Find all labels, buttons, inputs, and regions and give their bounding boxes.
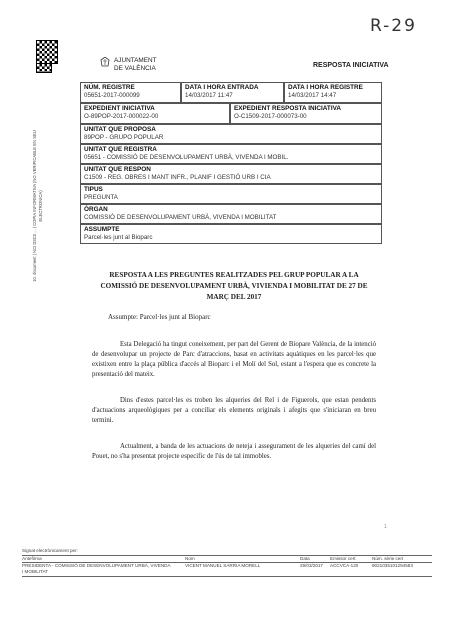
organ-box — [80, 204, 382, 224]
col-emissor: Emissor cert — [330, 556, 356, 561]
unit-reg-value: 05651 - COMISSIÓ DE DESENVOLUPAMENT URBÀ, VIVENDA I MOBIL. — [84, 154, 289, 161]
register-box — [284, 82, 382, 103]
city-logo — [100, 57, 156, 73]
reg-num-value: 05651-2017-000099 — [84, 92, 140, 99]
logo-line1: AJUNTAMENT — [114, 57, 157, 64]
body-paragraph: Dins d'estes parcel·les es troben les alqueries del Rel i de Figuerols, que estan pendents d'actuacions arqueològiques per a conciliar els elements originals i afegits que s'iniciaran en breu termini. — [92, 397, 376, 424]
unit-prop-value: 89POP - GRUPO POPULAR — [84, 134, 164, 141]
exp-resp-box — [230, 103, 382, 124]
unit-resp-box — [80, 164, 382, 184]
entry-value: 14/03/2017 11:47 — [185, 92, 233, 99]
signed-by-label: Signat electrònicament per: — [22, 548, 78, 553]
subject-line: Assumpte: Parcel·les junt al Bioparc — [108, 313, 211, 321]
assumpte-box — [80, 224, 382, 244]
footer-divider — [22, 555, 432, 556]
row-anteferma: PRESIDENTA - COMISSIÓ DE DESENVOLUPAMENT URBÀ, VIVENDA I MOBILITAT — [22, 563, 171, 574]
reg-num-box — [80, 82, 181, 103]
handwritten-reference: R-29 — [370, 16, 417, 36]
crown-shield-icon — [100, 57, 110, 67]
reg-num-label: NÚM. REGISTRE — [84, 84, 135, 91]
entry-label: DATA I HORA ENTRADA — [185, 84, 259, 91]
unit-resp-value: C1509 - REG. OBRES I MANT INFR., PLANIF I GESTIÓ URB I CIA — [84, 174, 271, 181]
unit-prop-box — [80, 124, 382, 144]
row-nom: VICENT MANUEL SARRIA MORELL — [185, 563, 261, 568]
logo-line2: DE VALÈNCIA — [114, 65, 156, 72]
body-paragraph: Actualment, a banda de les actuacions de neteja i assegurament de les alqueries del camí del Pouet, no s'ha presentat projecte específic de l'ús de tal immobles. — [92, 443, 376, 460]
response-heading: RESPOSTA A LES PREGUNTES REALITZADES PEL GRUP POPULAR A LA COMISSIÓ DE DESENVOLUPAMENT URBÀ, VIVIENDA I MOBILITAT DE 27 DE MARÇ DEL 2017 — [100, 271, 368, 301]
row-serie: 9021035101294583 — [372, 563, 413, 568]
tipus-label: TIPUS — [84, 186, 103, 193]
exp-resp-label: EXPEDIENT RESPOSTA INICIATIVA — [234, 105, 341, 112]
col-nom: Nom — [185, 556, 195, 561]
assumpte-label: ASSUMPTE — [84, 226, 120, 233]
exp-init-label: EXPEDIENT INICIATIVA — [84, 105, 155, 112]
footer-divider — [22, 576, 432, 577]
row-emissor: ACCVCA-120 — [330, 563, 359, 568]
tipus-box — [80, 184, 382, 204]
col-anteferma: Antefirma — [22, 556, 42, 561]
page-mark: 1 — [384, 524, 387, 530]
entry-box — [181, 82, 284, 103]
unit-prop-label: UNITAT QUE PROPOSA — [84, 126, 156, 133]
col-serie: Núm. sèrie cert — [372, 556, 404, 561]
document-type: RESPOSTA INICIATIVA — [313, 62, 389, 69]
register-label: DATA I HORA REGISTRE — [288, 84, 363, 91]
organ-label: ÒRGAN — [84, 206, 108, 213]
tipus-value: PREGUNTA — [84, 194, 118, 201]
unit-resp-label: UNITAT QUE RESPON — [84, 166, 151, 173]
exp-init-box — [80, 103, 230, 124]
qr-code-icon — [36, 40, 58, 64]
exp-init-value: O-89POP-2017-000022-00 — [84, 113, 159, 120]
assumpte-value: Parcel·les junt al Bioparc — [84, 234, 153, 241]
unit-reg-label: UNITAT QUE REGISTRA — [84, 146, 157, 153]
unit-reg-box — [80, 144, 382, 164]
qr-code-icon — [36, 63, 52, 73]
organ-value: COMISSIÓ DE DESENVOLUPAMENT URBÀ, VIVENDA I MOBILITAT — [84, 214, 277, 221]
side-verification-note: 10. document | NCI D3C0 ... | COPIA INFORMATIVA (NO VERIFICABLE EN SEU ELECTRONICA) — [32, 130, 43, 282]
row-data: 29/03/2017 — [300, 563, 323, 568]
col-data: Data — [300, 556, 310, 561]
body-paragraph: Esta Delegació ha tingut coneixement, per part del Gerent de Biopare València, de la intenció de desenvolupar un projecte de Parc d'atraccions, basat en activitats aquàtiques en les parcel·les que existixen entre la plaça pública d'accés al Bioparc i el Molí del Sol, estant a l'espera que es concrete la presentació del mateix. — [92, 341, 376, 378]
exp-resp-value: O-C1509-2017-000073-00 — [234, 113, 307, 120]
register-value: 14/03/2017 14:47 — [288, 92, 337, 99]
